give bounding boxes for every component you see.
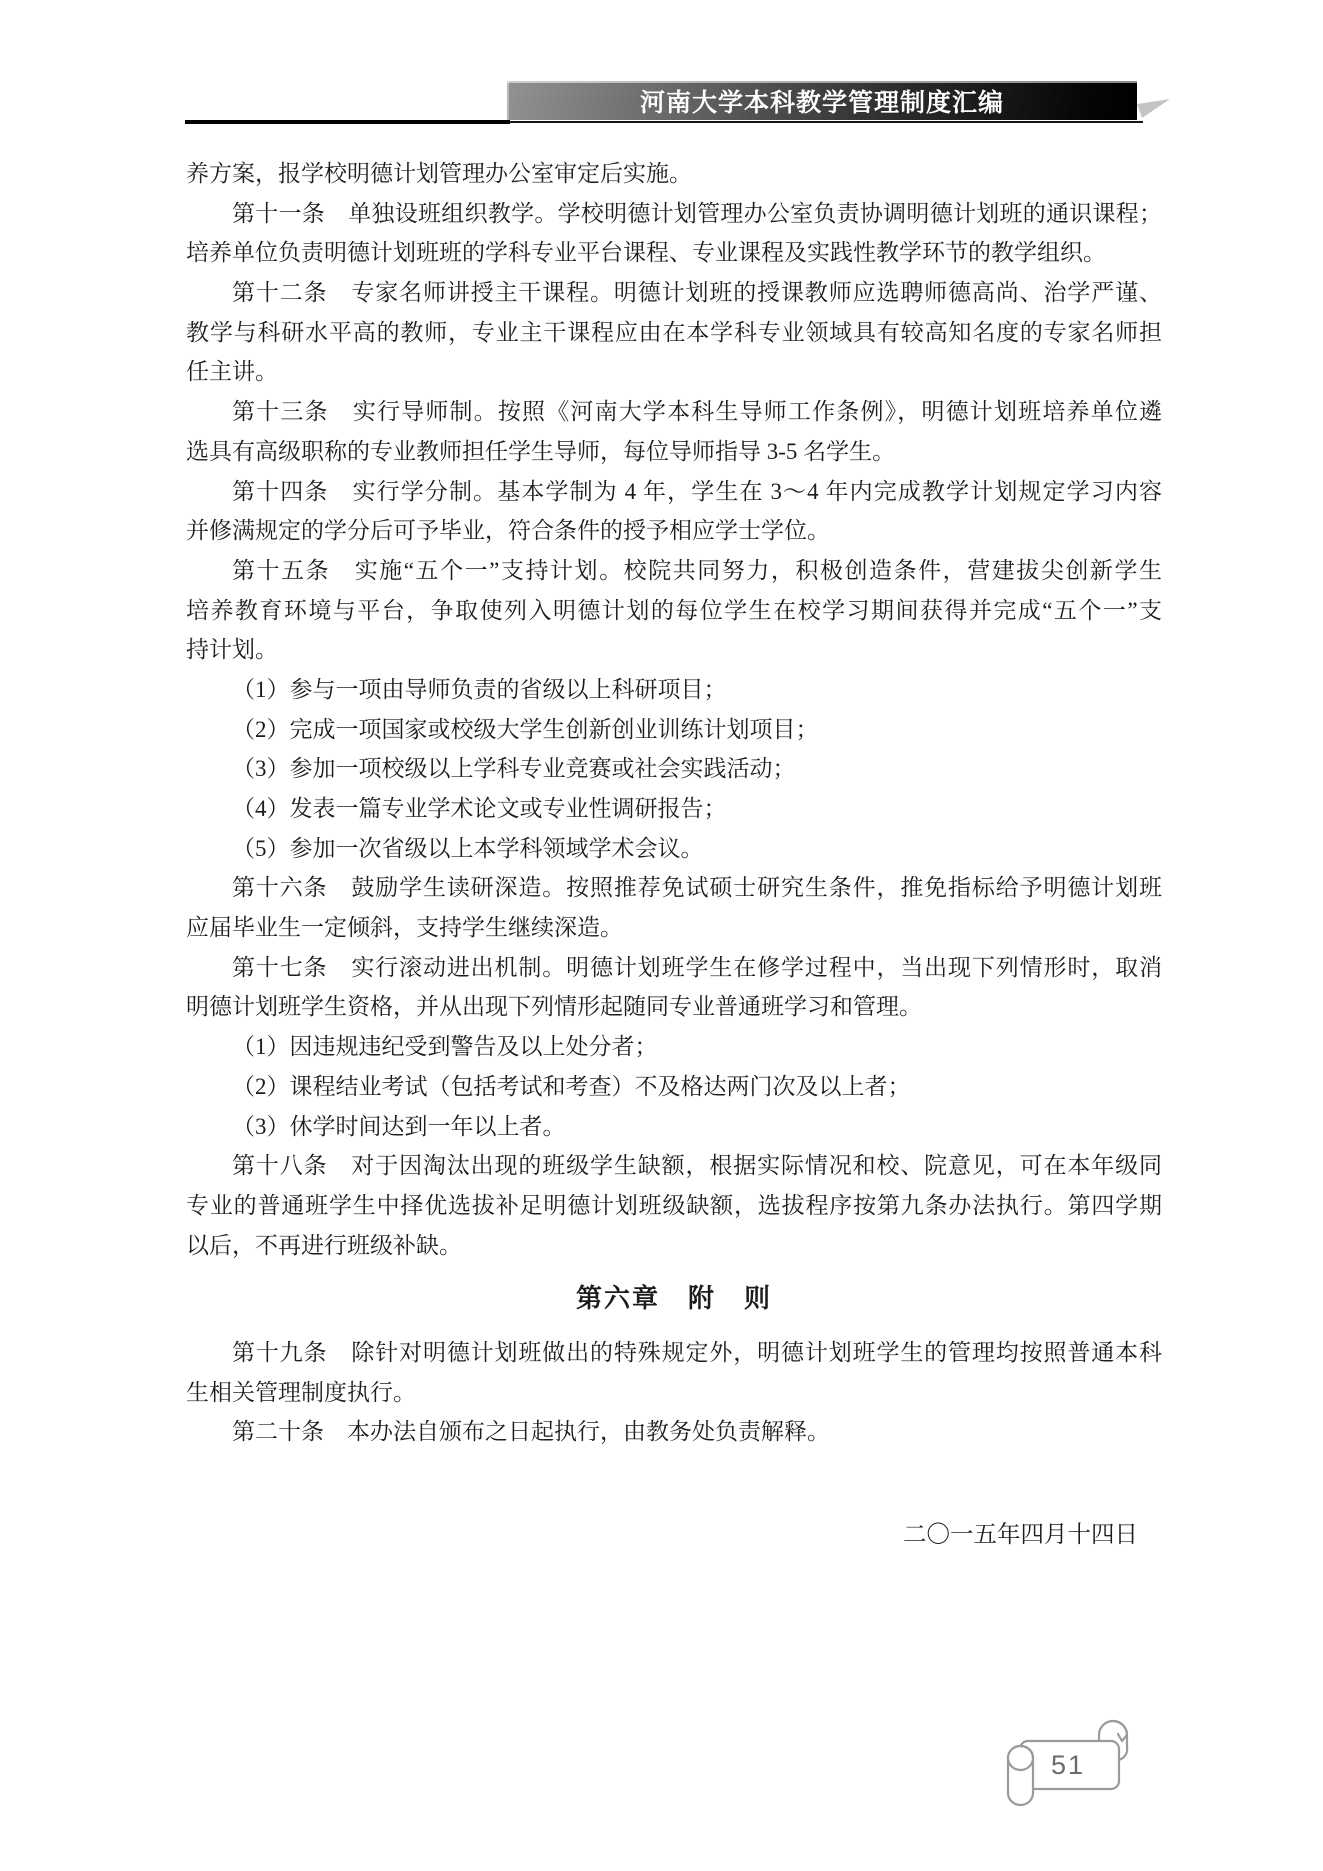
text-line: （2）课程结业考试（包括考试和考查）不及格达两门次及以上者； — [232, 1073, 911, 1099]
text-line: 并修满规定的学分后可予毕业，符合条件的授予相应学士学位。 — [186, 518, 830, 544]
text-line: 教学与科研水平高的教师，专业主干课程应由在本学科专业领域具有较高知名度的专家名师担 — [186, 319, 1162, 345]
text-line: 第十八条 对于因淘汰出现的班级学生缺额，根据实际情况和校、院意见，可在本年级同 — [232, 1153, 1162, 1179]
text-line: 第十四条 实行学分制。基本学制为 4 年，学生在 3～4 年内完成教学计划规定学习内容 — [232, 478, 1162, 504]
text-line: 第二十条 本办法自颁布之日起执行，由教务处负责解释。 — [232, 1419, 830, 1445]
page-number: 51 — [1050, 1750, 1086, 1780]
text-line: 应届毕业生一定倾斜，支持学生继续深造。 — [186, 915, 623, 941]
text-line: 培养单位负责明德计划班班的学科专业平台课程、专业课程及实践性教学环节的教学组织。 — [186, 240, 1106, 266]
text-line: 第十二条 专家名师讲授主干课程。明德计划班的授课教师应选聘师德高尚、治学严谨、 — [232, 280, 1162, 306]
text-line: 以后，不再进行班级补缺。 — [186, 1232, 462, 1258]
chapter-heading: 第六章 附 则 — [575, 1283, 772, 1314]
text-line: 选具有高级职称的专业教师担任学生导师，每位导师指导 3-5 名学生。 — [186, 438, 896, 464]
text-line: （3）休学时间达到一年以上者。 — [232, 1113, 566, 1139]
text-line: 第十三条 实行导师制。按照《河南大学本科生导师工作条例》，明德计划班培养单位遴 — [232, 399, 1162, 425]
text-line: 培养教育环境与平台，争取使列入明德计划的每位学生在校学习期间获得并完成“五个一”支 — [186, 597, 1162, 623]
date-line: 二〇一五年四月十四日 — [903, 1522, 1138, 1548]
text-line: 第十九条 除针对明德计划班做出的特殊规定外，明德计划班学生的管理均按照普通本科 — [232, 1339, 1162, 1365]
text-line: 第十六条 鼓励学生读研深造。按照推荐免试硕士研究生条件，推免指标给予明德计划班 — [232, 875, 1162, 901]
header-banner — [507, 81, 1137, 120]
text-line: 养方案，报学校明德计划管理办公室审定后实施。 — [186, 161, 692, 186]
text-line: 明德计划班学生资格，并从出现下列情形起随同专业普通班学习和管理。 — [186, 994, 922, 1020]
text-line: 生相关管理制度执行。 — [186, 1379, 416, 1405]
text-line: （1）因违规违纪受到警告及以上处分者； — [232, 1034, 658, 1060]
header-rule-thin — [510, 121, 1143, 123]
text-line: （2）完成一项国家或校级大学生创新创业训练计划项目； — [232, 716, 819, 742]
text-line: （4）发表一篇专业学术论文或专业性调研报告； — [232, 796, 727, 821]
banner-title: 河南大学本科教学管理制度汇编 — [639, 89, 1004, 117]
text-line: 第十一条 单独设班组织教学。学校明德计划管理办公室负责协调明德计划班的通识课程； — [232, 200, 1162, 226]
document-body — [186, 154, 1162, 1556]
text-line: 第十七条 实行滚动进出机制。明德计划班学生在修学过程中，当出现下列情形时，取消 — [232, 954, 1162, 980]
header-rule-thick — [185, 120, 510, 124]
text-line: （1）参与一项由导师负责的省级以上科研项目； — [232, 676, 727, 702]
text-line: （3）参加一项校级以上学科专业竞赛或社会实践活动； — [232, 756, 796, 782]
banner-arrow-icon — [1135, 96, 1175, 122]
text-line: 任主讲。 — [186, 359, 278, 385]
text-line: （5）参加一次省级以上本学科领域学术会议。 — [232, 835, 704, 861]
text-line: 第十五条 实施“五个一”支持计划。校院共同努力，积极创造条件，营建拔尖创新学生 — [232, 557, 1162, 583]
text-line: 专业的普通班学生中择优选拔补足明德计划班级缺额，选拔程序按第九条办法执行。第四学期 — [186, 1192, 1162, 1218]
text-line: 持计划。 — [186, 637, 278, 663]
